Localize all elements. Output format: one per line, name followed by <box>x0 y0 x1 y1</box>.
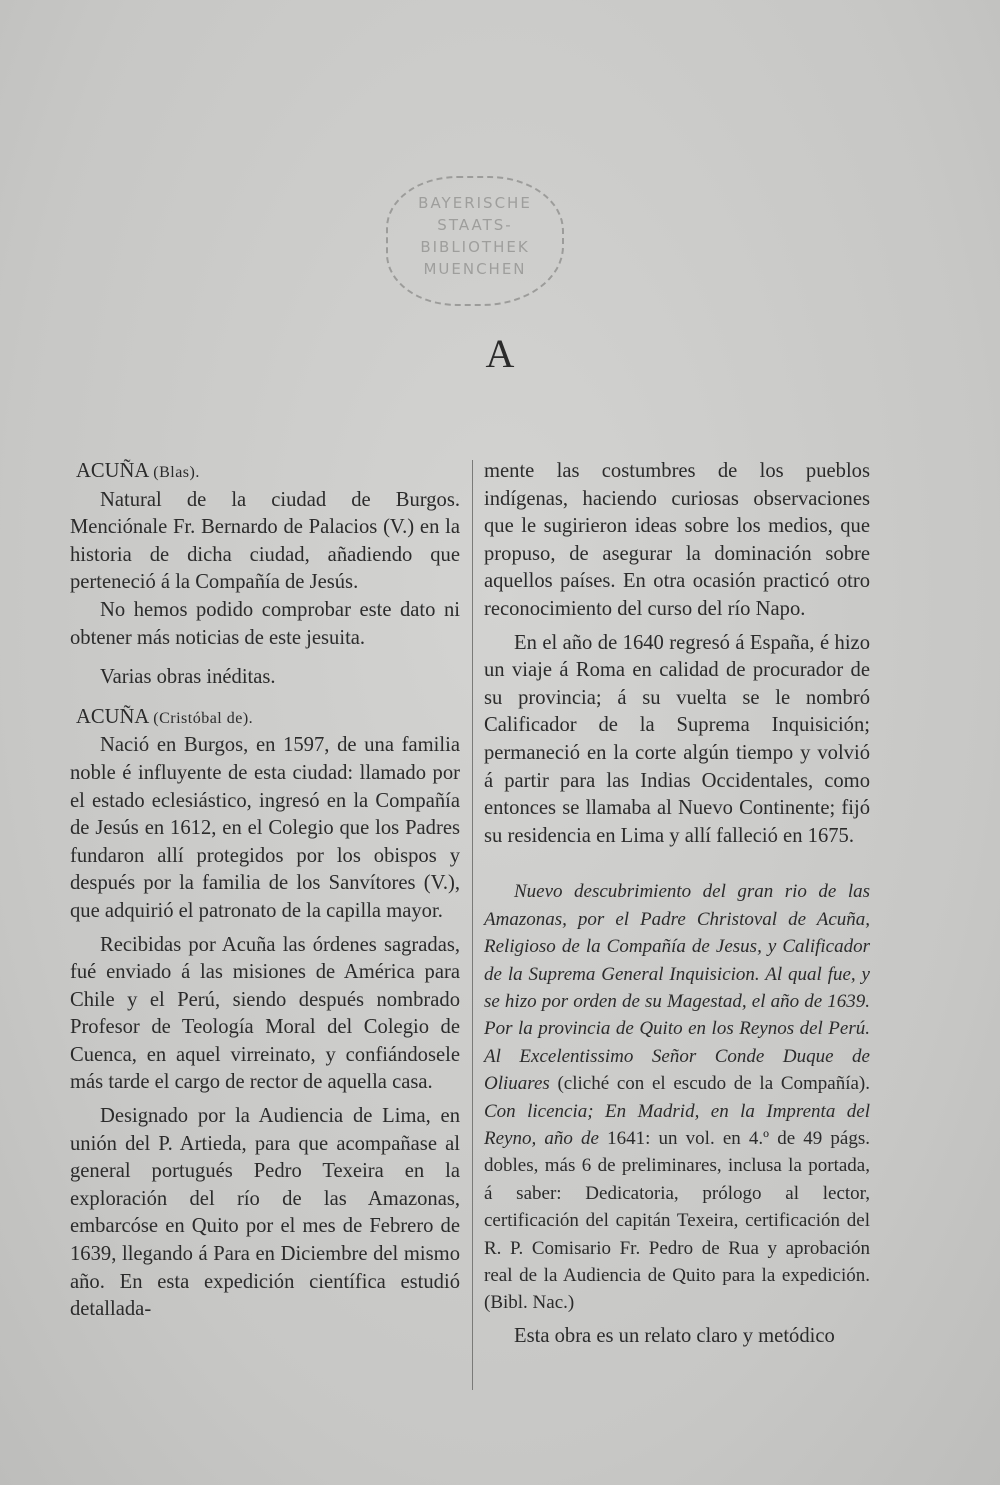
paragraph: En el año de 1640 regresó á España, é hizo un viaje á Roma en calidad de procurador de su provincia; á su vuelta se le nombró Calificador de la Suprema Inquisición; permaneció en la corte algún tiempo y volvió á partir para las Indias Occidentales, como entonces se llamaba al Nuevo Continente; fijó su residencia en Lima y allí falleció en 1675. <box>484 631 870 847</box>
book-title: Nuevo descubrimiento del gran rio de las Amazonas, por el Padre Christoval de Acuña, Religioso de la Compañía de Jesus, y Calificador de la Suprema General Inquisicion. Al qual fue, y se hizo por orden de su Magestad, el año de 1639. Por la provincia de Quito en los Reynos del Perú. Al Excelentissimo Señor Conde Duque de Oliuares <box>484 881 870 1095</box>
library-stamp <box>386 176 564 306</box>
paragraph: Esta obra es un relato claro y metódico <box>514 1324 835 1347</box>
paragraph: No hemos podido comprobar este dato ni obtener más noticias de este jesuita. <box>70 598 460 649</box>
stamp-line: BIBLIOTHEK <box>420 238 530 256</box>
entry-given-name: (Blas). <box>153 464 200 481</box>
column-divider <box>472 460 473 1390</box>
right-column <box>484 458 870 1350</box>
bibliographic-entry <box>484 878 870 1317</box>
stamp-line: BAYERISCHE <box>418 194 532 212</box>
paragraph: Nació en Burgos, en 1597, de una familia noble é influyente de esta ciudad: llamado por el estado eclesiástico, ingresó en la Compañía de Jesús en 1612, en el Colegio que los Padres fundaron allí protegidos por los obispos y después por la familia de los Sanvítores (V.), que adquirió el patronato de la capilla mayor. <box>70 734 460 922</box>
paragraph: Recibidas por Acuña las órdenes sagradas, fué enviado á las misiones de América para Chile y el Perú, siendo después nombrado Profesor de Teología Moral del Colegio de Cuenca, en aquel virreinato, y confiándosele más tarde el cargo de rector de aquella casa. <box>70 933 460 1094</box>
paragraph: Designado por la Audiencia de Lima, en unión del P. Artieda, para que acompañase al general portugués Pedro Texeira en la exploración del río de las Amazonas, embarcóse en Quito por el mes de Febrero de 1639, llegando á Para en Diciembre del mismo año. En esta expedición científica estudió detallada- <box>70 1105 460 1321</box>
left-column <box>70 458 460 1324</box>
entry-surname: ACUÑA <box>76 460 149 482</box>
entry-given-name: (Cristóbal de). <box>153 709 254 727</box>
paragraph: mente las costumbres de los pueblos indígenas, haciendo curiosas observaciones que le sugirieron ideas sobre los medios, que propuso, de asegurar la dominación sobre aquellos países. En otra ocasión practicó otro reconocimiento del curso del río Napo. <box>484 460 870 620</box>
book-description: 1641: un vol. en 4.º de 49 págs. dobles, más 6 de preliminares, inclusa la portada, á saber: Dedicatoria, prólogo al lector, certificación del capitán Texeira, certificación del R. P. Comisario Fr. Pedro de Rua y aprobación real de la Audiencia de Quito para la expedición. (Bibl. Nac.) <box>484 1127 871 1314</box>
paragraph: Natural de la ciudad de Burgos. Menciónale Fr. Bernardo de Palacios (V.) en la historia de dicha ciudad, añadiendo que perteneció á la Compañía de Jesús. <box>70 488 460 594</box>
book-imprint: Con licencia; En Madrid, en la Imprenta del Reyno, año de <box>484 1100 870 1149</box>
section-letter: A <box>485 331 515 376</box>
entry-heading <box>70 704 460 733</box>
entry-heading <box>70 458 460 487</box>
book-note: (cliché con el escudo de la Compañía). <box>557 1073 870 1095</box>
works-note: Varias obras inéditas. <box>100 666 276 689</box>
stamp-line: STAATS- <box>437 216 513 234</box>
stamp-line: MUENCHEN <box>423 260 527 278</box>
entry-surname: ACUÑA <box>76 705 149 728</box>
